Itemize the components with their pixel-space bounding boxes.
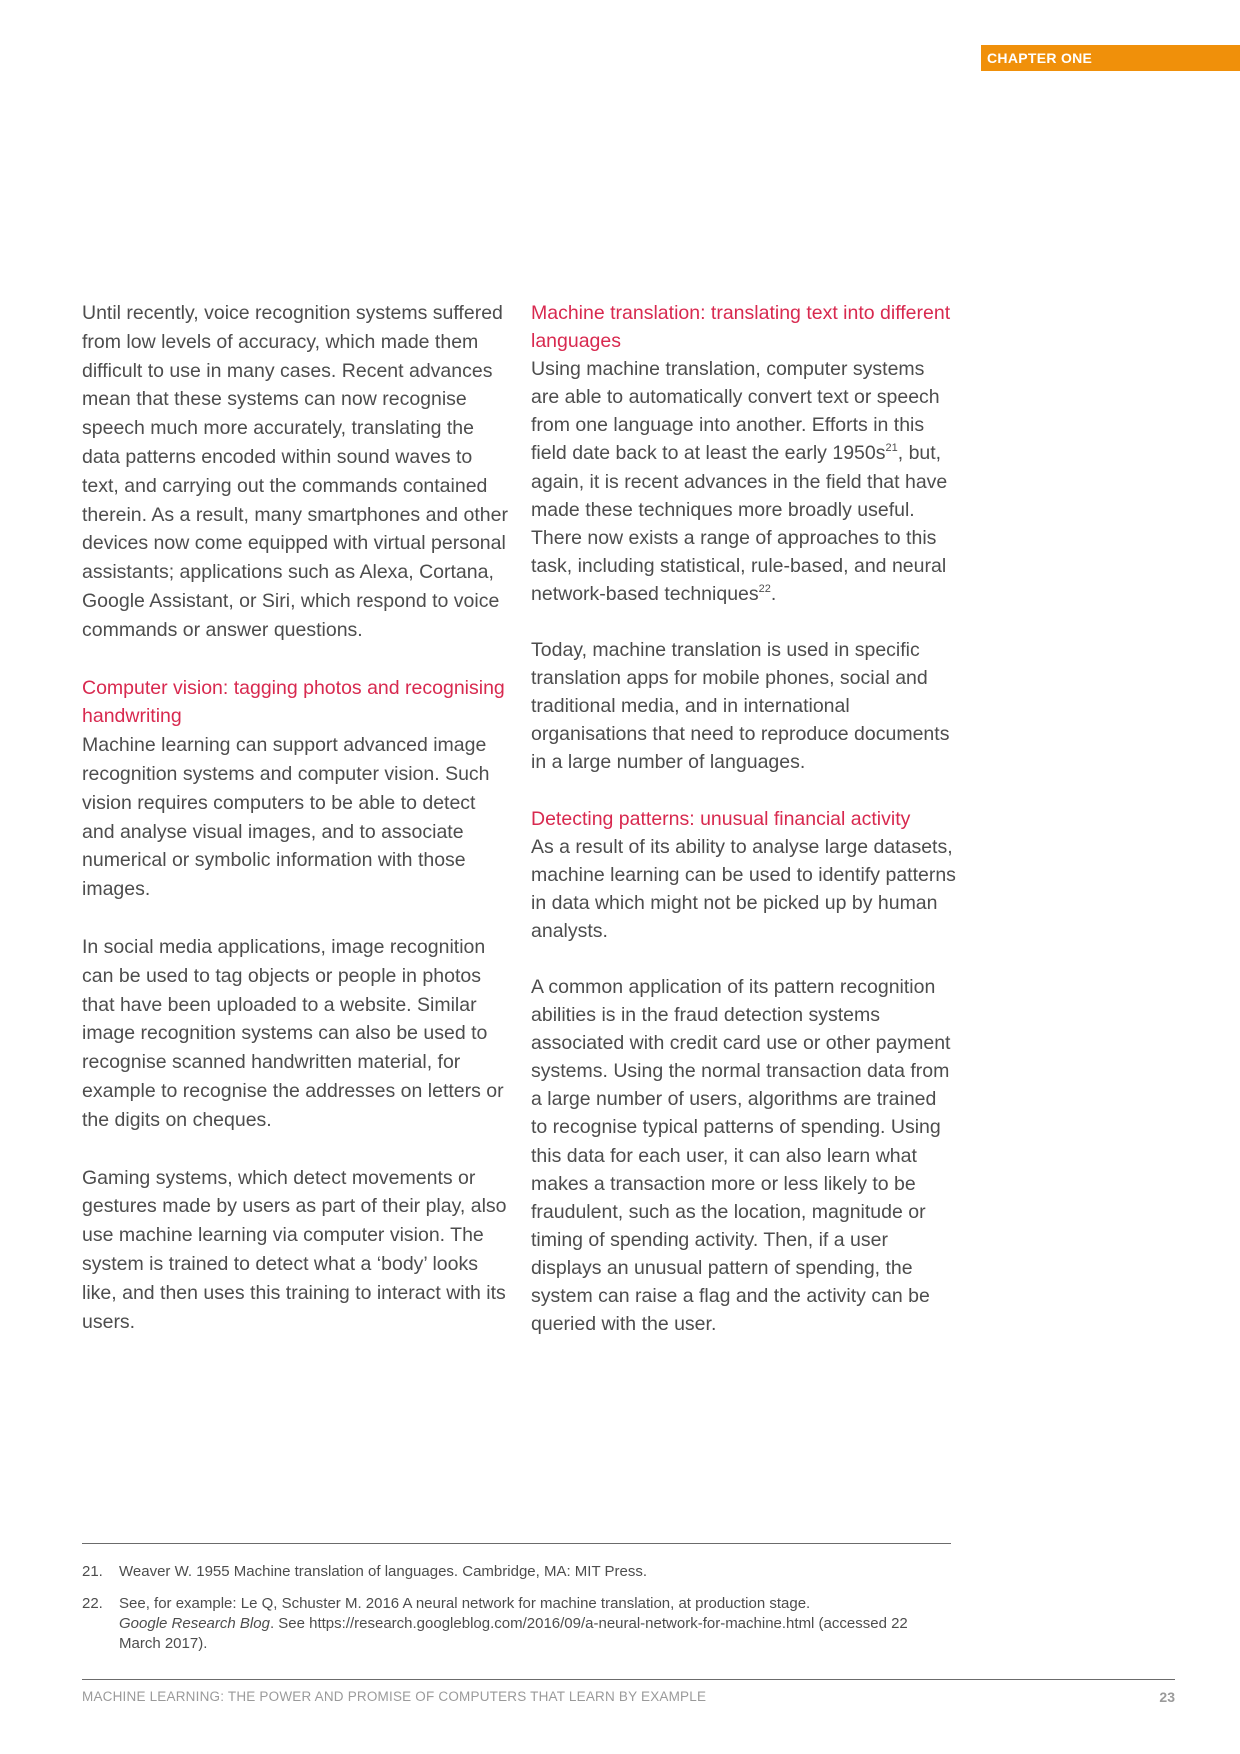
right-column [531, 299, 956, 1338]
translation-uses-paragraph: Today, machine translation is used in specific translation apps for mobile phones, social and traditional media, and in international organisations that need to reproduce documents in a large number of languages. [531, 639, 950, 774]
footnote-number: 21. [82, 1563, 103, 1580]
voice-recognition-paragraph: Until recently, voice recognition systems suffered from low levels of accuracy, which made them difficult to use in many cases. Recent advances mean that these systems can now recognise speech much more accurately, translating the data patterns encoded within sound waves to text, and carrying out the commands contained therein. As a result, many smartphones and other devices now come equipped with virtual personal assistants; applications such as Alexa, Cortana, Google Assistant, or Siri, which respond to voice commands or answer questions. [82, 302, 508, 641]
footnote-text [119, 1594, 951, 1654]
footnote-ref-22: 22 [758, 582, 771, 595]
footnote-text-part-2: . See https://research.googleblog.com/2016/09/a-neural-network-for-machine.html (accessed 22 March 2017). [119, 1615, 908, 1652]
chapter-label: CHAPTER ONE [981, 45, 1240, 71]
machine-translation-heading: Machine translation: translating text into different languages [531, 302, 951, 353]
left-column [82, 299, 512, 1336]
footnote-21 [82, 1562, 951, 1582]
footnote-text-part-1: See, for example: Le Q, Schuster M. 2016 A neural network for machine translation, at production stage. [119, 1595, 811, 1612]
mt-text-part-2: , but, again, it is recent advances in the field that have made these techniques more broadly useful. There now exists a range of approaches to this task, including statistical, rule-based, and neural network-based techniques [531, 442, 948, 605]
gaming-paragraph: Gaming systems, which detect movements or gestures made by users as part of their play, also use machine learning via computer vision. The system is trained to detect what a ‘body’ looks like, and then uses this training to interact with its users. [82, 1166, 507, 1333]
machine-translation-paragraph [531, 355, 956, 608]
computer-vision-heading: Computer vision: tagging photos and recognising handwriting [82, 676, 505, 728]
footnote-22 [82, 1594, 951, 1654]
patterns-paragraph: As a result of its ability to analyse large datasets, machine learning can be used to identify patterns in data which might not be picked up by human analysts. [531, 835, 956, 942]
page-number: 23 [1159, 1689, 1175, 1705]
footer-title: MACHINE LEARNING: THE POWER AND PROMISE OF COMPUTERS THAT LEARN BY EXAMPLE [82, 1689, 707, 1704]
mt-text-part-3: . [770, 582, 777, 605]
fraud-detection-paragraph: A common application of its pattern recognition abilities is in the fraud detection systems associated with credit card use or other payment systems. Using the normal transaction data from a large number of users, algorithms are trained to recognise typical patterns of spending. Using this data for each user, it can also learn what makes a transaction more or less likely to be fraudulent, such as the location, magnitude or timing of spending activity. Then, if a user displays an unusual pattern of spending, the system can raise a flag and the activity can be queried with the user. [531, 975, 951, 1336]
detecting-patterns-heading: Detecting patterns: unusual financial activity [531, 807, 911, 830]
computer-vision-paragraph: Machine learning can support advanced image recognition systems and computer vision. Such vision requires computers to be able to detect and analyse visual images, and to associate numerical or symbolic information with those images. [82, 734, 490, 901]
footnote-ref-21: 21 [885, 442, 898, 455]
footnotes-divider [82, 1543, 951, 1544]
footnote-number: 22. [82, 1595, 103, 1612]
footnote-text: Weaver W. 1955 Machine translation of languages. Cambridge, MA: MIT Press. [119, 1563, 648, 1580]
footnote-source-italic: Google Research Blog [119, 1615, 270, 1632]
footer-divider [82, 1679, 1175, 1680]
mt-text-part-1: Using machine translation, computer systems are able to automatically convert text or speech from one language into another. Efforts in this field date back to at least the early 1950s [531, 358, 940, 465]
footnotes [82, 1562, 951, 1666]
social-media-paragraph: In social media applications, image recognition can be used to tag objects or people in photos that have been uploaded to a website. Similar image recognition systems can also be used to recognise scanned handwritten material, for example to recognise the addresses on letters or the digits on cheques. [82, 935, 504, 1131]
